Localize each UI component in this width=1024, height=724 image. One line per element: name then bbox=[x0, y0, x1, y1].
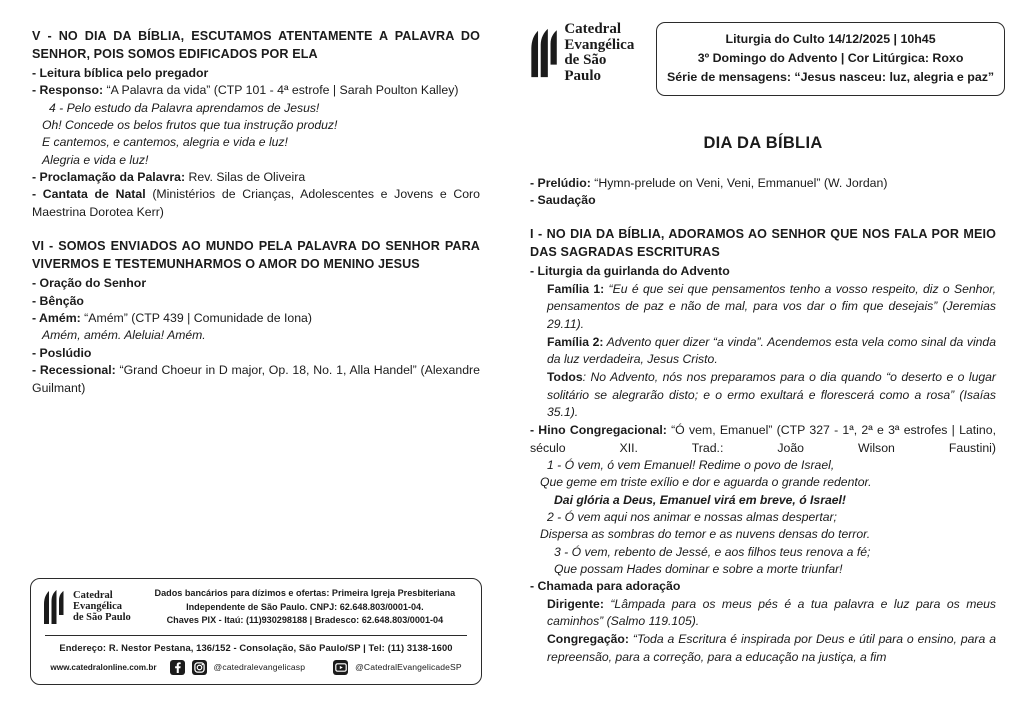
item-responso bbox=[32, 82, 480, 99]
responsive-dirigente-text: “Lâmpada para os meus pés é a tua palavra e luz para os meus caminhos” (Salmo 119.105). bbox=[547, 596, 996, 629]
item-guirlanda bbox=[530, 263, 996, 280]
bank-line-3: Chaves PIX - Itaú: (11)930298188 | Bradesco: 62.648.803/0001-04 bbox=[166, 615, 444, 626]
service-header bbox=[530, 22, 996, 96]
logo-line-2: Evangélica bbox=[73, 601, 122, 612]
item-posludio-label: - Poslúdio bbox=[32, 345, 92, 360]
logo-wordmark bbox=[73, 591, 131, 624]
item-chamada-label: - Chamada para adoração bbox=[530, 579, 681, 594]
item-oracao bbox=[32, 275, 480, 292]
item-amem-label: - Amém: bbox=[32, 310, 81, 325]
hino-verse-line: 2 - Ó vem aqui nos animar e nossas almas despertar; bbox=[547, 510, 837, 525]
item-posludio bbox=[32, 345, 480, 362]
responsive-congregacao-text: “Toda a Escritura é inspirada por Deus e útil para o ensino, para a repreensão, para a correção, para a educação na justiça, a fim bbox=[547, 632, 996, 664]
section-heading-v: V - NO DIA DA BÍBLIA, ESCUTAMOS ATENTAMENTE A PALAVRA DO SENHOR, POIS SOMOS EDIFICADOS POR ELA bbox=[32, 29, 480, 61]
item-saudacao bbox=[530, 192, 996, 209]
responso-verse-line: 4 - Pelo estudo da Palavra aprendamos de Jesus! bbox=[49, 100, 320, 115]
item-hino-text: “Ó vem, Emanuel” (CTP 327 - 1ª, 2ª e 3ª estrofes | Latino, século XII. Trad.: João Wilson Faustini) bbox=[530, 423, 996, 455]
logo-wordmark bbox=[564, 22, 638, 84]
responsive-dirigente-label: Dirigente: bbox=[547, 596, 604, 611]
logo-line-3: de São Paulo bbox=[564, 52, 607, 84]
hino-verse-line: Que possam Hades dominar e sobre a morte triunfar! bbox=[554, 562, 843, 577]
logo-mark-icon bbox=[530, 25, 560, 81]
item-hino-label: - Hino Congregacional: bbox=[530, 423, 667, 438]
item-preludio bbox=[530, 175, 996, 192]
section-heading-vi: VI - SOMOS ENVIADOS AO MUNDO PELA PALAVRA DO SENHOR PARA VIVERMOS E TESTEMUNHARMOS O AMOR DO MENINO JESUS bbox=[32, 239, 480, 272]
service-date-time: Liturgia do Culto 14/12/2025 | 10h45 bbox=[725, 32, 936, 46]
hino-verse-line: 1 - Ó vem, ó vem Emanuel! Redime o povo de Israel, bbox=[547, 458, 835, 473]
item-oracao-label: - Oração do Senhor bbox=[32, 276, 147, 291]
service-info-box bbox=[656, 22, 1005, 96]
item-proclamacao bbox=[32, 169, 480, 186]
item-proclamacao-text: Rev. Silas de Oliveira bbox=[185, 169, 306, 184]
logo-line-1: Catedral bbox=[564, 21, 621, 37]
responsive-familia-1-text: “Eu é que sei que pensamentos tenho a vosso respeito, diz o Senhor, pensamentos de paz e não de mal, para vos dar o fim que desejais” (Jeremias 29.11). bbox=[547, 281, 997, 332]
hino-verse-line: 3 - Ó vem, rebento de Jessé, e aos filhos teus renova a fé; bbox=[554, 544, 871, 559]
item-hino-congregacional bbox=[530, 422, 996, 457]
instagram-icon[interactable] bbox=[192, 660, 207, 675]
footer-address: Endereço: R. Nestor Pestana, 136/152 - Consolação, São Paulo/SP | Tel: (11) 3138-1600 bbox=[59, 641, 453, 653]
item-responso-text: “A Palavra da vida” (CTP 101 - 4ª estrofe | Sarah Poulton Kalley) bbox=[103, 83, 459, 98]
responso-verse-line: Oh! Concede os belos frutos que tua instrução produz! bbox=[42, 117, 338, 132]
item-recessional bbox=[32, 362, 480, 397]
item-preludio-text: “Hymn-prelude on Veni, Veni, Emmanuel” (W. Jordan) bbox=[590, 175, 888, 190]
item-preludio-label: - Prelúdio: bbox=[530, 175, 591, 190]
hino-verse-line: Que geme em triste exílio e dor e aguarda o grande redentor. bbox=[540, 475, 872, 490]
footer-divider bbox=[45, 635, 467, 636]
hino-verse-line: Dispersa as sombras do temor e as nuvens densas do terror. bbox=[540, 527, 871, 542]
responsive-congregacao-label: Congregação: bbox=[547, 632, 629, 647]
footer-info-box bbox=[30, 578, 482, 685]
facebook-icon[interactable] bbox=[170, 660, 185, 675]
responsive-todos-label: Todos bbox=[547, 370, 583, 385]
title-spacer bbox=[530, 153, 996, 175]
item-cantata-text: (Ministérios de Crianças, Adolescentes e Jovens e Coro Maestrina Dorotea Kerr) bbox=[32, 187, 480, 219]
item-recessional-text: “Grand Choeur in D major, Op. 18, No. 1, Alla Handel” (Alexandre Guilmant) bbox=[32, 363, 480, 395]
responsive-familia-2 bbox=[530, 334, 996, 369]
item-proclamacao-label: - Proclamação da Palavra: bbox=[32, 169, 186, 184]
item-recessional-label: - Recessional: bbox=[32, 363, 116, 378]
logo-mark-icon bbox=[43, 589, 69, 625]
catedral-evangelica-logo bbox=[530, 22, 638, 84]
item-bencao-label: - Bênção bbox=[32, 293, 84, 308]
footer-bank-row bbox=[43, 587, 469, 628]
responso-verse-line: E cantemos, e cantemos, alegria e vida e luz! bbox=[42, 135, 288, 150]
responsive-familia-2-text: Advento quer dizer “a vinda”. Acendemos esta vela como sinal da vinda da luz verdadeira, Jesus Cristo. bbox=[547, 334, 996, 367]
item-responso-label: - Responso: bbox=[32, 83, 104, 98]
section-heading-i: I - NO DIA DA BÍBLIA, ADORAMOS AO SENHOR QUE NOS FALA POR MEIO DAS SAGRADAS ESCRITURAS bbox=[530, 227, 996, 260]
youtube-handle: @CatedralEvangelicadeSP bbox=[355, 662, 462, 673]
footer-social-row bbox=[43, 660, 469, 675]
hino-refrain-line: Dai glória a Deus, Emanuel virá em breve, ó Israel! bbox=[554, 492, 846, 507]
logo-line-1: Catedral bbox=[73, 590, 113, 602]
item-saudacao-label: - Saudação bbox=[530, 192, 596, 207]
logo-line-3: de São Paulo bbox=[73, 611, 131, 623]
item-cantata-label: - Cantata de Natal bbox=[32, 187, 146, 202]
service-season-color: 3º Domingo do Advento | Cor Litúrgica: Roxo bbox=[697, 50, 964, 65]
bank-details bbox=[141, 587, 469, 628]
responsive-familia-1-label: Família 1: bbox=[547, 281, 605, 296]
section-spacer bbox=[32, 221, 480, 238]
bank-line-1: Dados bancários para dízimos e ofertas: Primeira Igreja Presbiteriana bbox=[154, 588, 456, 598]
responso-verse-line: Alegria e vida e luz! bbox=[42, 152, 149, 167]
page-title: DIA DA BÍBLIA bbox=[703, 133, 823, 152]
catedral-evangelica-logo bbox=[43, 589, 131, 625]
social-handle: @catedralevangelicasp bbox=[213, 662, 306, 673]
item-amem bbox=[32, 310, 480, 327]
item-chamada-adoracao bbox=[530, 578, 996, 595]
section-spacer bbox=[530, 209, 996, 226]
item-bencao bbox=[32, 293, 480, 310]
responsive-todos bbox=[530, 369, 996, 422]
responsive-todos-text: : No Advento, nós nos preparamos para o dia quando “o deserto e o lugar solitário se alegrarão disto; e o ermo exultará e florescerá como a rosa” (Isaías 35.1). bbox=[547, 370, 996, 420]
right-column bbox=[512, 0, 1024, 724]
website-link[interactable]: www.catedralonline.com.br bbox=[50, 662, 157, 672]
responsive-familia-1 bbox=[530, 281, 996, 334]
logo-line-2: Evangélica bbox=[564, 36, 635, 53]
service-series: Série de mensagens: “Jesus nasceu: luz, alegria e paz” bbox=[667, 69, 995, 84]
responsive-dirigente bbox=[530, 596, 996, 631]
item-cantata bbox=[32, 186, 480, 221]
amem-verse-line: Amém, amém. Aleluia! Amém. bbox=[42, 328, 206, 343]
responsive-congregacao bbox=[530, 631, 996, 666]
item-leitura-biblica-label: - Leitura bíblica pelo pregador bbox=[32, 65, 209, 80]
item-guirlanda-label: - Liturgia da guirlanda do Advento bbox=[530, 264, 730, 279]
youtube-icon[interactable] bbox=[333, 660, 348, 675]
item-leitura-biblica bbox=[32, 65, 480, 82]
responsive-familia-2-label: Família 2: bbox=[547, 334, 604, 349]
item-amem-text: “Amém” (CTP 439 | Comunidade de Iona) bbox=[80, 310, 312, 325]
bank-line-2: Independente de São Paulo. CNPJ: 62.648.803/0001-04. bbox=[186, 601, 424, 612]
